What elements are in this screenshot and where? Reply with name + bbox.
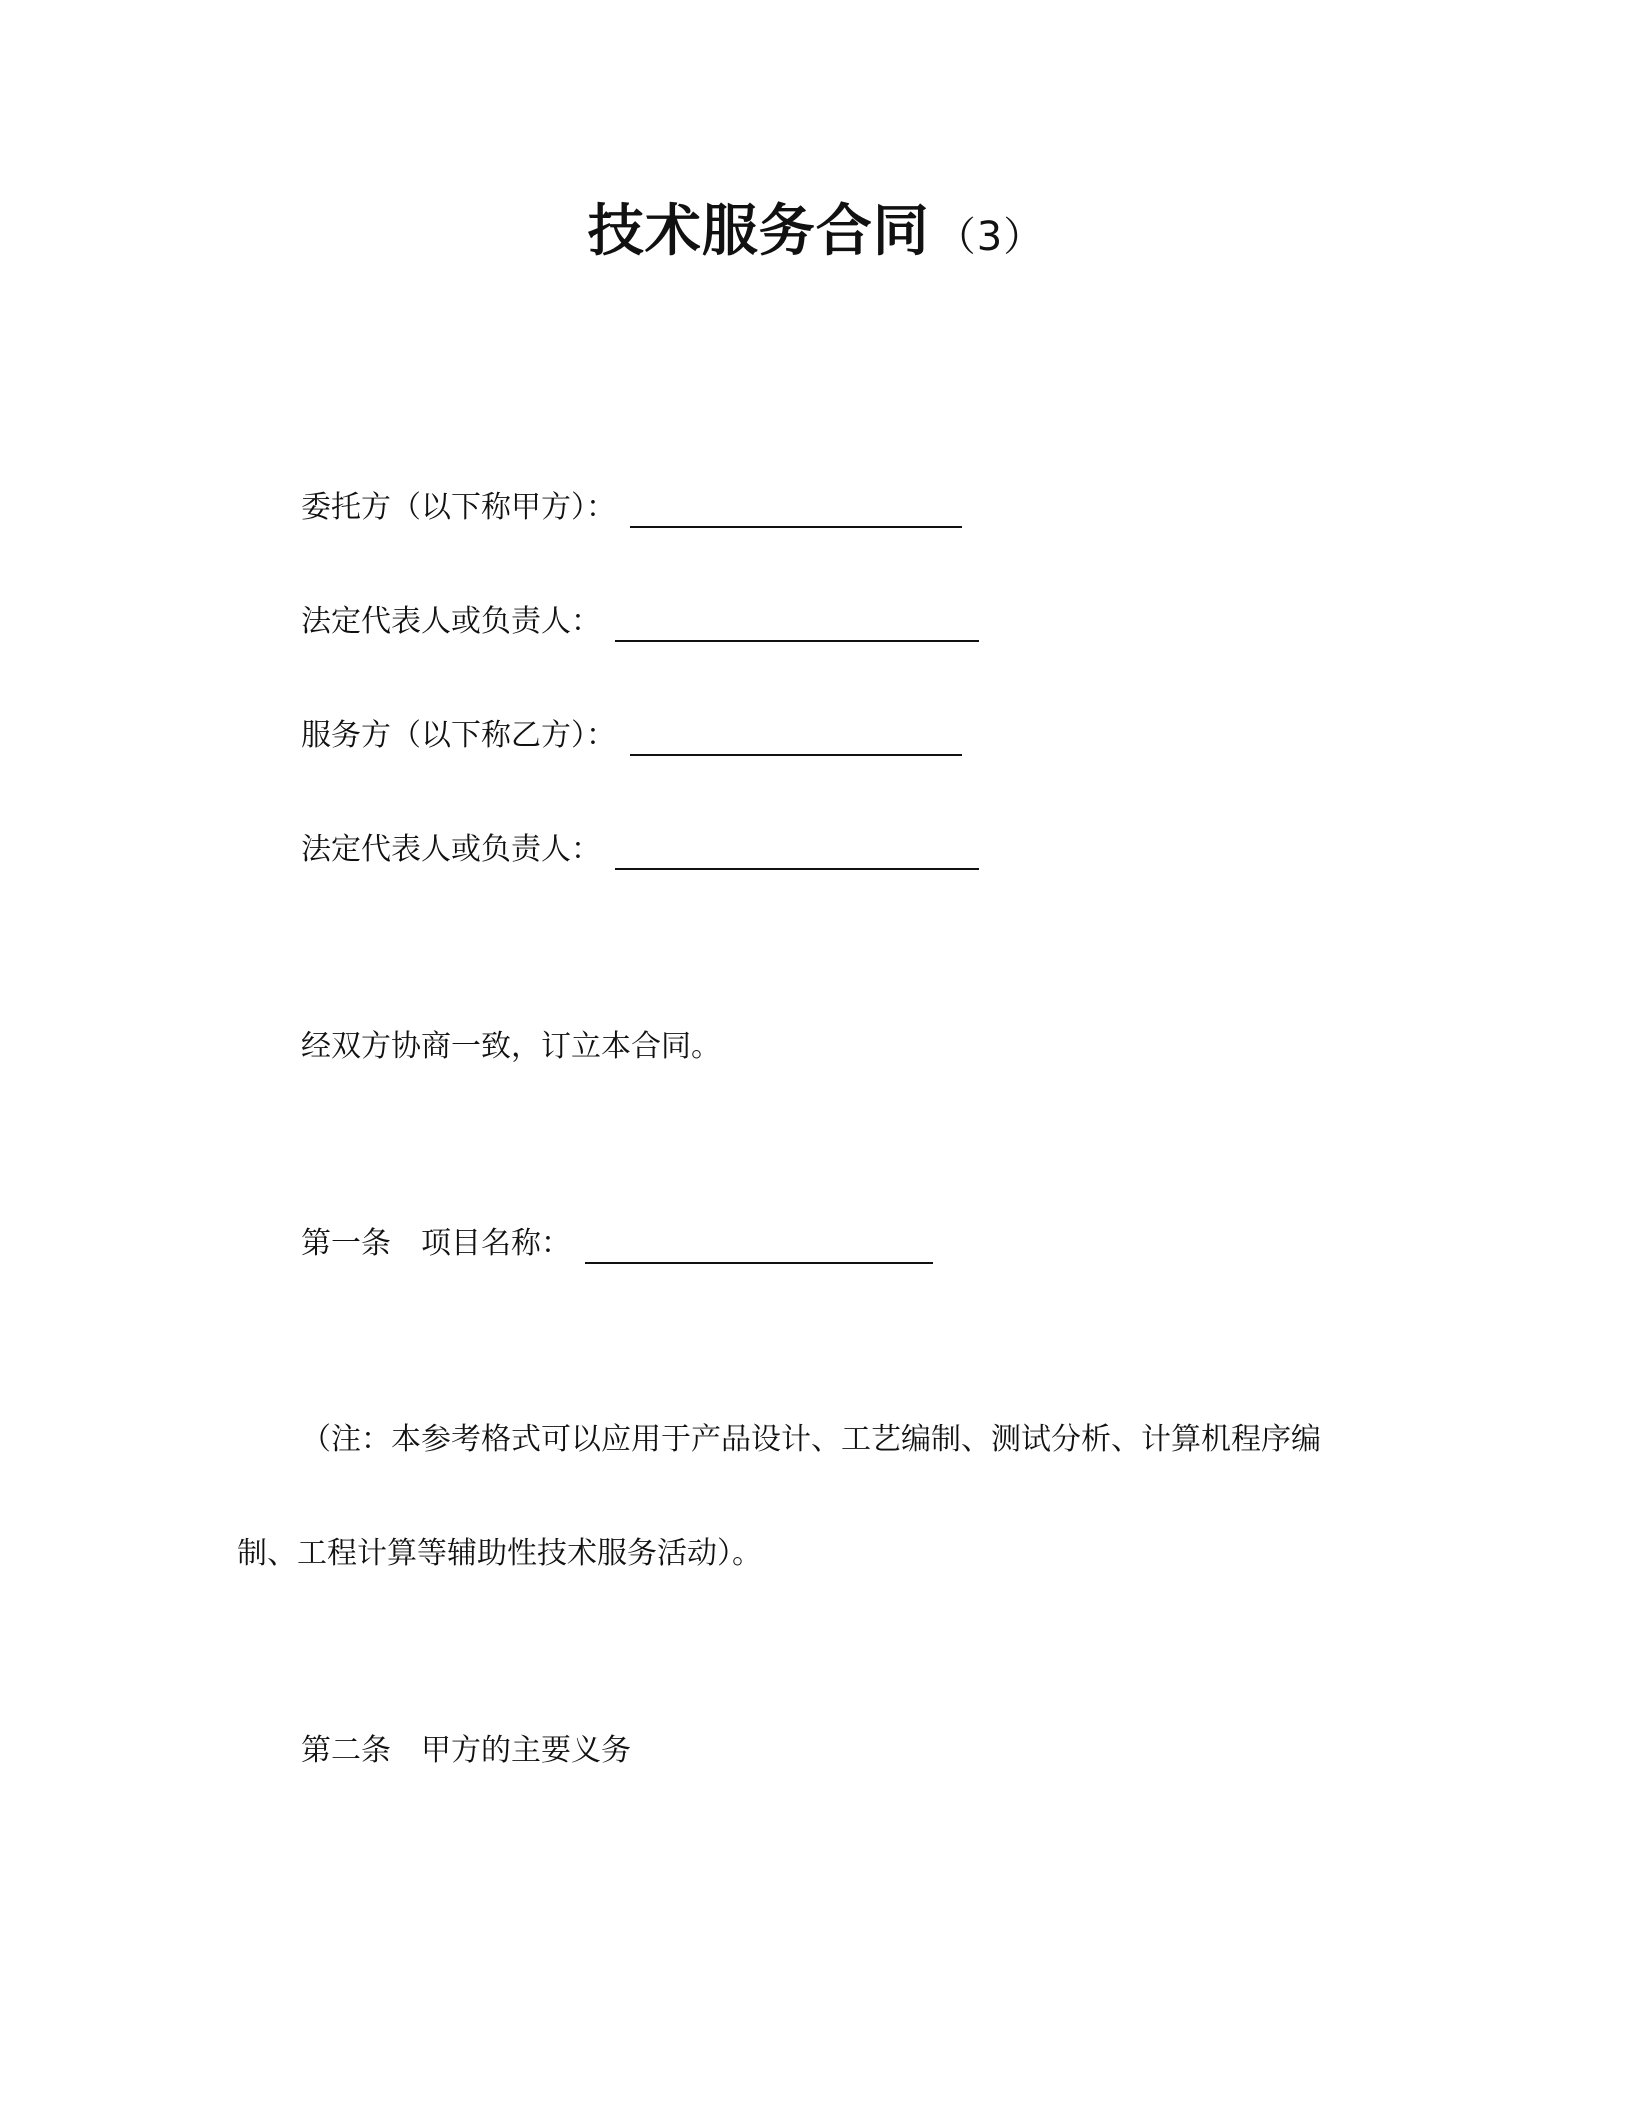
party-a-rep-row: [301, 602, 979, 642]
party-b-rep-blank[interactable]: [615, 832, 979, 870]
note-line-2: 制、工程计算等辅助性技术服务活动）。: [237, 1536, 762, 1571]
article1-row: [301, 1224, 933, 1264]
party-b-row: [301, 716, 962, 756]
party-a-rep-label: 法定代表人或负责人：: [301, 604, 601, 639]
party-a-row: [301, 488, 962, 528]
party-a-blank[interactable]: [630, 490, 962, 528]
party-b-rep-row: [301, 830, 979, 870]
project-name-blank[interactable]: [585, 1226, 933, 1264]
document-title: [0, 196, 1632, 273]
title-text: 技术服务合同: [587, 199, 930, 264]
agreement-statement: 经双方协商一致，订立本合同。: [301, 1029, 721, 1064]
party-b-blank[interactable]: [630, 718, 962, 756]
title-suffix: （3）: [935, 214, 1045, 260]
party-a-label: 委托方（以下称甲方）：: [301, 490, 616, 525]
party-b-rep-label: 法定代表人或负责人：: [301, 832, 601, 867]
article2-heading: 第二条 甲方的主要义务: [301, 1733, 631, 1768]
party-a-rep-blank[interactable]: [615, 604, 979, 642]
party-b-label: 服务方（以下称乙方）：: [301, 718, 616, 753]
article1-label: 第一条 项目名称：: [301, 1226, 571, 1261]
note-line-1: （注：本参考格式可以应用于产品设计、工艺编制、测试分析、计算机程序编: [301, 1422, 1321, 1457]
